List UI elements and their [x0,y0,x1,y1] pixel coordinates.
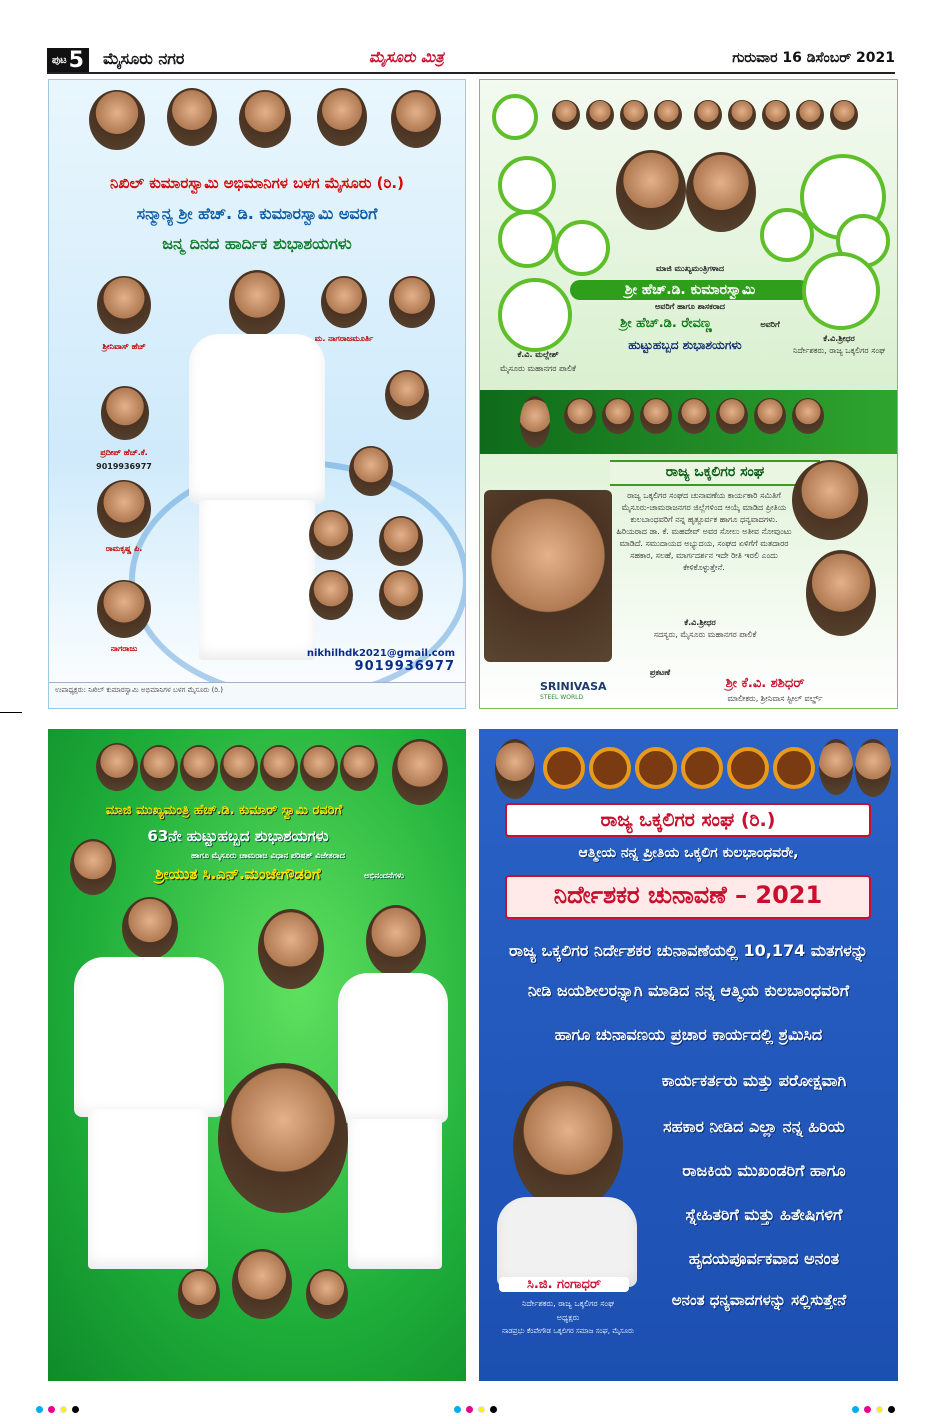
main-figure-dhoti [199,500,315,660]
medallion [727,747,769,789]
medallion [635,747,677,789]
ad3-line2: 63ನೇ ಹುಟ್ಟುಹಬ್ಬದ ಶುಭಾಶಯಗಳು [147,827,329,845]
label-nagaraju: ನಾಗರಾಜು [110,644,138,653]
portrait [686,152,756,232]
portrait [258,909,324,989]
portrait [806,550,876,636]
portrait [728,100,756,130]
registration-dot [852,1406,859,1413]
portrait-ring [498,156,556,214]
portrait-ring [554,220,610,276]
ad4-title: ರಾಜ್ಯ ಒಕ್ಕಲಿಗರ ಸಂಘ (ರಿ.) [600,809,776,831]
ad2-top-caption: ಮಾಜಿ ಮುಖ್ಯಮಂತ್ರಿಗಳಾದ [655,264,725,273]
publisher-name: ಶ್ರೀ ಕೆ.ವಿ. ಶಶಿಧರ್ [725,676,805,691]
ad2-mid: ಅವರಿಗೆ ಹಾಗೂ ಶಾಸಕರಾದ [655,302,725,311]
portrait [855,739,891,797]
ad-nikhil-fans [48,79,466,709]
portrait [620,100,648,130]
ad4-line2: ನೀಡಿ ಜಯಶೀಲರನ್ನಾಗಿ ಮಾಡಿದ ನನ್ನ ಆತ್ಮಿಯ ಕುಲಬಾಂಧವರಿಗೆ [527,981,850,1000]
portrait [819,739,853,795]
portrait [564,398,596,434]
portrait [232,1249,292,1319]
portrait [391,90,441,148]
portrait [96,743,138,791]
ad3-line1: ಮಾಜಿ ಮುಖ್ಯಮಂತ್ರಿ ಹೆಚ್.ಡಿ. ಕುಮಾರ್ ಸ್ವಾಮಿ ರವರಿಗೆ [105,803,343,818]
email: nikhilhdk2021@gmail.com [306,648,455,659]
ad4-line5: ಸಹಕಾರ ನೀಡಿದ ಎಲ್ಲಾ ನನ್ನ ಹಿರಿಯ [663,1117,845,1136]
page-prefix: ಪುಟ [52,54,67,66]
ad4-line6: ರಾಜಕಿಯ ಮುಖಂಡರಿಗೆ ಹಾಗೂ [682,1161,846,1180]
ad2-name1: ಶ್ರೀ ಹೆಚ್.ಡಿ. ಕುಮಾರಸ್ವಾಮಿ [570,280,810,300]
registration-dot [490,1406,497,1413]
registration-dot [48,1406,55,1413]
ad2-left-name: ಕೆ.ವಿ. ಮಲ್ಲೇಶ್ [517,350,559,359]
portrait-ring [760,208,814,262]
figure-dhoti [348,1119,442,1269]
portrait [309,570,353,620]
portrait [520,396,550,448]
portrait [97,480,151,538]
portrait [552,100,580,130]
ad2-left-role: ಮೈಸೂರು ಮಹಾನಗರ ಪಾಲಿಕೆ [500,364,576,373]
portrait [300,745,338,791]
portrait [140,745,178,791]
portrait-ring [498,210,556,268]
portrait [178,1269,220,1319]
sangha-title: ರಾಜ್ಯ ಒಕ್ಕಲಿಗರ ಸಂಘ [665,464,765,480]
portrait [602,398,634,434]
main-portrait [484,490,612,662]
dateline: ಗುರುವಾರ 16 ಡಿಸೆಂಬರ್ 2021 [732,50,895,66]
ad4-role: ನಿರ್ದೇಶಕರು, ರಾಜ್ಯ ಒಕ್ಕಲಿಗರ ಸಂಘ [521,1299,615,1308]
portrait-ring [498,278,572,352]
page-number: 5 [68,47,84,73]
ad2-avarige: ಅವರಿಗೆ [760,320,780,329]
portrait [306,1269,348,1319]
ad4-line7: ಸ್ನೇಹಿತರಿಗೆ ಮತ್ತು ಹಿತೇಷಿಗಳಿಗೆ [685,1205,843,1224]
ad2-signer: ಕೆ.ವಿ.ಶ್ರೀಧರ [684,618,716,627]
portrait [239,90,291,148]
ad4-sub: ಆತ್ಮೀಯ ನನ್ನ ಪ್ರೀತಿಯ ಒಕ್ಕಲಿಗ ಕುಲಭಾಂಧವರೇ, [578,845,799,861]
main-portrait-manjegowda [218,1063,348,1213]
portrait [349,446,393,496]
publisher-role: ಮಾಲೀಕರು, ಶ್ರೀನಿವಾಸ ಸ್ಟೀಲ್ ವರ್ಲ್ಡ್ [727,694,823,703]
ad3-line3: ಹಾಗೂ ಮೈಸೂರು ಚಾಮರಾಜ ವಿಧಾನ ಪರಿಷತ್ ವಿಜೇತರಾದ [191,851,345,860]
ad3-line4: ಶ್ರೀಯುತ ಸಿ.ಎನ್.ಮಂಜೇಗೌಡರಿಗೆ [155,865,321,883]
portrait [792,398,824,434]
portrait [762,100,790,130]
medallion [773,747,815,789]
registration-dot [36,1406,43,1413]
page-header [47,48,895,74]
portrait [180,745,218,791]
medallion [589,747,631,789]
ad2-right-role: ನಿರ್ದೇಶಕರು, ರಾಜ್ಯ ಒಕ್ಕಲಿಗರ ಸಂಘ [792,346,886,355]
portrait [366,905,426,977]
ad1-line1: ನಿಖಿಲ್ ಕುಮಾರಸ್ವಾಮಿ ಅಭಿಮಾನಿಗಳ ಬಳಗ ಮೈಸೂರು (ರಿ.) [110,174,404,192]
ad4-line9: ಅನಂತ ಧನ್ಯವಾದಗಳನ್ನು ಸಲ್ಲಿಸುತ್ತೇನೆ [671,1291,847,1309]
portrait-ring [802,252,880,330]
registration-dot [478,1406,485,1413]
registration-dot [888,1406,895,1413]
portrait [392,739,448,805]
portrait [260,745,298,791]
portrait [716,398,748,434]
portrait [389,276,435,328]
registration-dot [466,1406,473,1413]
registration-dot [864,1406,871,1413]
srinivasa-logo: SRINIVASA [540,680,607,693]
portrait [796,100,824,130]
ad4-line1: ರಾಜ್ಯ ಒಕ್ಕಲಿಗರ ನಿರ್ದೇಶಕರ ಚುನಾವಣೆಯಲ್ಲಿ 10,174 ಮತಗಳನ್ನು [508,941,869,960]
page-number-box [47,48,89,72]
figure-dhoti [88,1109,208,1269]
phone: 9019936977 [354,659,455,674]
portrait [385,370,429,420]
portrait [495,739,535,799]
phone-left: 9019936977 [96,462,152,471]
ad-gangadhar [479,729,898,1381]
portrait [70,839,116,895]
label-pradeep: ಪ್ರದೀಪ್ ಹೆಚ್.ಕೆ. [100,448,148,457]
label-nagarajamurthy: ಮ. ನಾಗರಾಜಮೂರ್ತಿ [314,334,374,343]
portrait [654,100,682,130]
portrait [321,276,367,328]
ad2-right-name: ಕೆ.ವಿ.ಶ್ರೀಧರ [823,334,855,343]
ad1-line3: ಜನ್ಮ ದಿನದ ಹಾರ್ದಿಕ ಶುಭಾಶಯಗಳು [162,234,352,253]
masthead: ಮೈಸೂರು ಮಿತ್ರ [369,48,444,66]
registration-dot [60,1406,67,1413]
portrait [586,100,614,130]
main-portrait-gangadhar [513,1081,623,1211]
portrait [317,88,367,146]
srinivasa-logo-sub: STEEL WORLD [540,694,584,701]
portrait [309,510,353,560]
portrait [640,398,672,434]
portrait [101,386,149,440]
ad4-role2: ಅಧ್ಯಕ್ಷರು [556,1313,580,1322]
label-srinivas: ಶ್ರೀನಿವಾಸ್ ಹೆಚ್ [102,342,146,351]
portrait [616,150,686,230]
ad4-role3: ನಾಡಪ್ರಭು ಕೆಂಪೇಗೌಡ ಒಕ್ಕಲಿಗರ ಸಮಾಜ ಸಂಘ, ಮೈಸೂರು [501,1327,634,1335]
ad4-name: ಸಿ.ಜಿ. ಗಂಗಾಧರ್ [499,1277,629,1292]
main-figure-shirt [189,334,325,504]
section-name: ಮೈಸೂರು ನಗರ [103,49,185,68]
label-ramakrishna: ರಾಮಕೃಷ್ಣ ಪಿ. [105,544,143,553]
portrait [379,570,423,620]
contact-block [307,648,455,674]
ad1-footer: ಉಪಾಧ್ಯಕ್ಷರು: ನಿಖಿಲ್ ಕುಮಾರಸ್ವಾಮಿ ಅಭಿಮಾನಿಗಳ ಬಳಗ ಮೈಸೂರು (ರಿ.) [49,682,465,708]
portrait [97,580,151,638]
ad4-line4: ಕಾರ್ಯಕರ್ತರು ಮತ್ತು ಪರೋಕ್ಷವಾಗಿ [661,1071,847,1090]
registration-dot [876,1406,883,1413]
portrait [754,398,786,434]
portrait-ring [492,94,538,140]
publisher-label: ಪ್ರಕಟಣೆ [649,668,671,677]
ad3-line4b: ಅಭಿನಂದನೆಗಳು [364,871,404,880]
ad2-wish: ಹುಟ್ಟುಹಬ್ಬದ ಶುಭಾಶಯಗಳು [628,338,742,352]
ad-manjegowda [48,729,466,1381]
portrait [340,745,378,791]
portrait [792,460,868,540]
crop-mark [0,712,22,713]
ad2-signer-role: ಸದಸ್ಯರು, ಮೈಸೂರು ಮಹಾನಗರ ಪಾಲಿಕೆ [653,630,757,639]
figure-shirt [338,973,448,1123]
portrait [97,276,151,334]
ad2-name2: ಶ್ರೀ ಹೆಚ್.ಡಿ. ರೇವಣ್ಣ [620,316,712,331]
portrait [694,100,722,130]
portrait [678,398,710,434]
ad-kumaraswamy-revanna [479,79,898,709]
ad1-line2: ಸನ್ಮಾನ್ಯ ಶ್ರೀ ಹೆಚ್. ಡಿ. ಕುಮಾರಸ್ವಾಮಿ ಅವರಿಗೆ [136,204,378,223]
registration-dot [454,1406,461,1413]
figure-shirt [497,1197,637,1287]
ad4-line3: ಹಾಗೂ ಚುನಾವಣಯ ಪ್ರಚಾರ ಕಾರ್ಯದಲ್ಲಿ ಶ್ರಮಿಸಿದ [554,1025,823,1044]
figure-shirt [74,957,224,1117]
portrait [379,516,423,566]
portrait [167,88,217,146]
ad4-line8: ಹೃದಯಪೂರ್ವಕವಾದ ಅನಂತ [688,1249,840,1268]
portrait-hdk [122,897,178,959]
ad2-body: ರಾಜ್ಯ ಒಕ್ಕಲಿಗರ ಸಂಘದ ಚುನಾವಣೆಯ ಕಾರ್ಯಕಾರಿ ಸಮಿತಿಗೆ ಮೈಸೂರು-ಚಾಮರಾಜನಗರ ಜಿಲ್ಲೆಗಳಿಂದ ಆಯ್ಕೆ ಮಾಡಿದ ಪ್ರೀತಿಯ ಕುಲಬಾಂಧವರಿಗೆ ನನ್ನ ಹೃತ್ಪೂರ್ವಕ ಹಾಗೂ ಧನ್ಯವಾದಗಳು. ಹಿರಿಯರಾದ ಡಾ. ಕೆ. ಮಹದೇವ್ ಅವರ ಸೋಲು ಅತೀವ ನೋವುಂಟು ಮಾಡಿದೆ. ಸಮುದಾಯದ ಅಭ್ಯುದಯ, ಸಂಘದ ಏಳಿಗೆಗೆ ಮತದಾರರ ಸಹಕಾರ, ಸಲಹೆ, ಮಾರ್ಗದರ್ಶನ ಇದೇ ರೀತಿ ಇರಲಿ ಎಂದು ಕೇಳಿಕೊಳ್ಳುತ್ತೇನೆ. [616,491,792,572]
ad4-election: ನಿರ್ದೇಶಕರ ಚುನಾವಣೆ – 2021 [553,881,823,909]
main-portrait [229,270,285,336]
medallion [543,747,585,789]
portrait [220,745,258,791]
portrait [830,100,858,130]
registration-dot [72,1406,79,1413]
portrait [89,90,145,150]
medallion [681,747,723,789]
